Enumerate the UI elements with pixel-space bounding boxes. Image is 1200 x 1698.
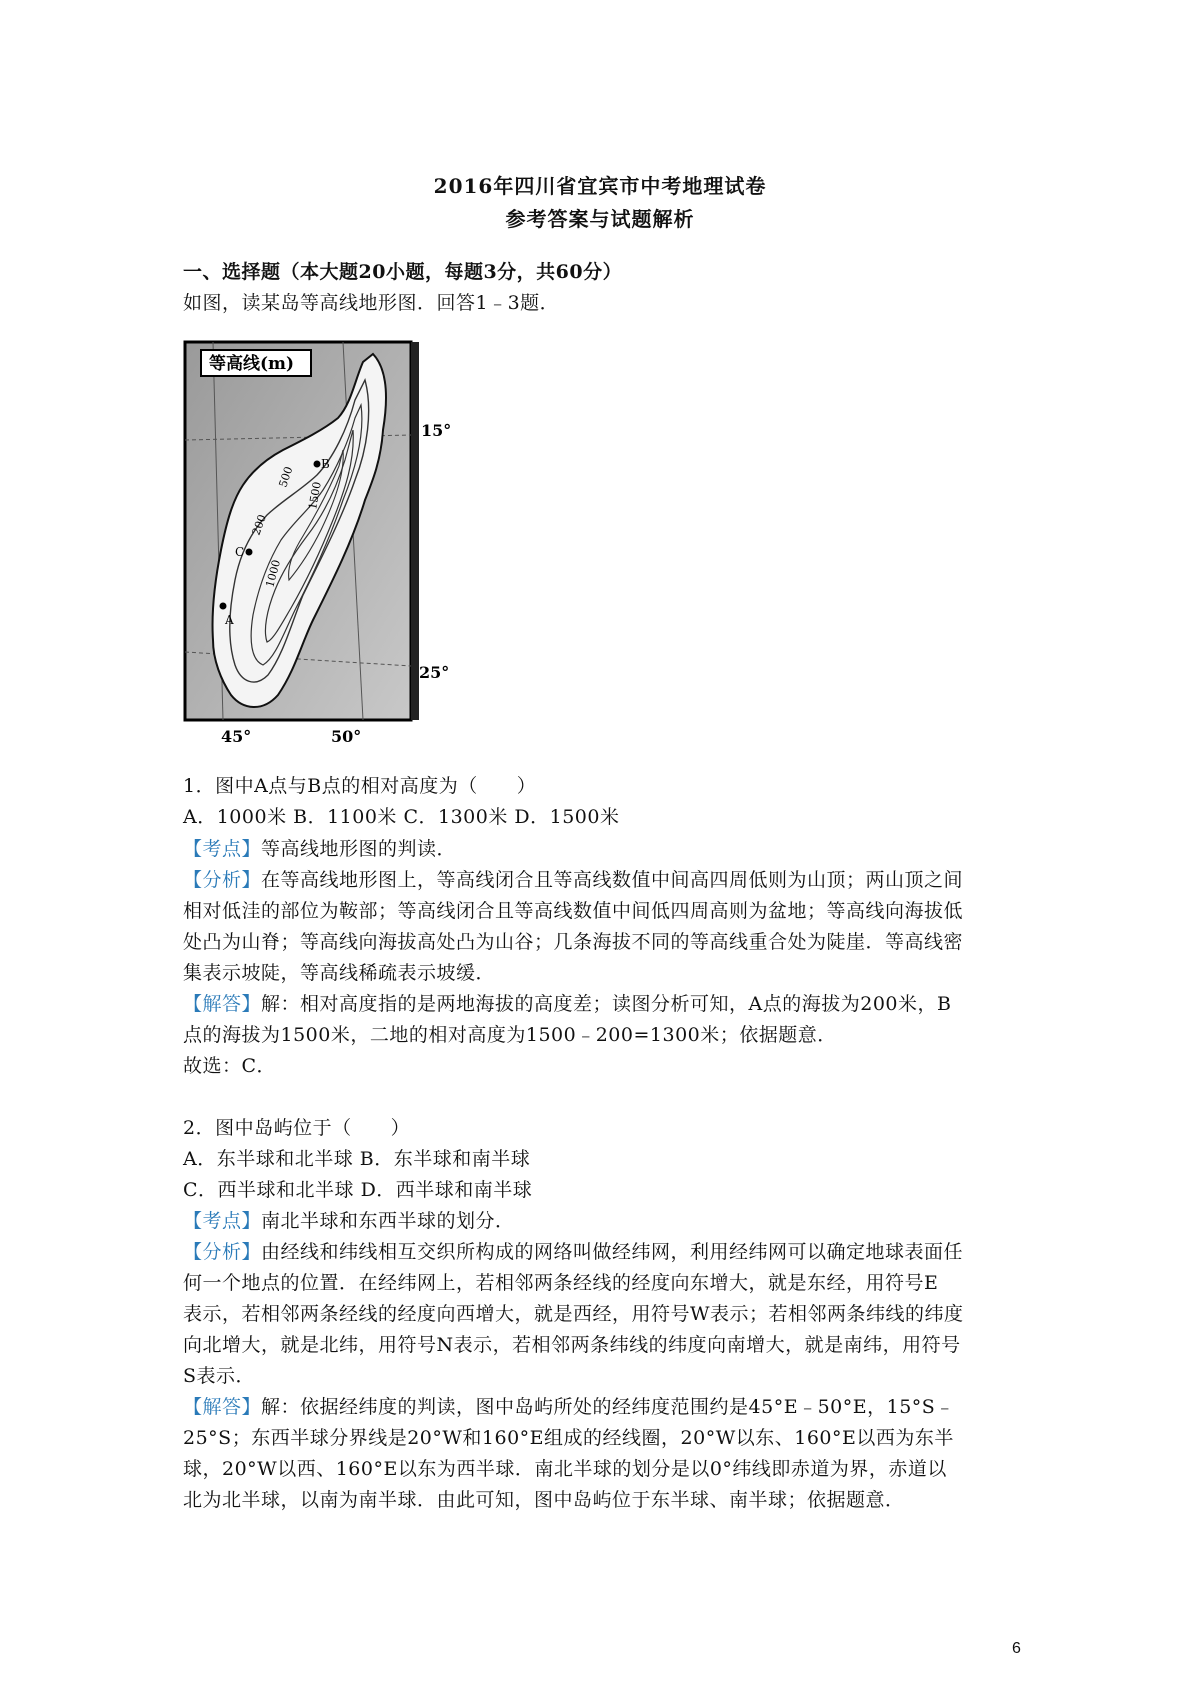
lon-label-west: 45° — [221, 727, 252, 746]
q1-fenxi-line-1 — [183, 865, 963, 892]
q1-answer: 故选：C． — [183, 1055, 277, 1077]
page-number: 6 — [1012, 1640, 1021, 1657]
section-heading: 一、选择题（本大题20小题，每题3分，共60分） — [183, 261, 623, 283]
q1-kaodian — [183, 834, 456, 861]
q2-options-2: C．西半球和北半球 D．西半球和南半球 — [183, 1179, 533, 1201]
q2-fenxi-line-5: S表示． — [183, 1365, 256, 1387]
point-b-marker — [314, 461, 321, 468]
q2-fenxi-line-1 — [183, 1237, 963, 1264]
q2-jieda-line-3: 球，20°W以西、160°E以东为西半球．南北半球的划分是以0°纬线即赤道为界，赤道以 — [183, 1458, 947, 1480]
q1-kaodian-tag: 【考点】 — [183, 838, 262, 860]
contour-label-500: 500 — [276, 464, 296, 489]
lat-label-north: 15° — [421, 421, 451, 440]
q2-fenxi-line-2: 何一个地点的位置．在经纬网上，若相邻两条经线的经度向东增大，就是东经，用符号E — [183, 1272, 939, 1294]
q1-jieda-line-2: 点的海拔为1500米，二地的相对高度为1500﹣200=1300米；依据题意． — [183, 1024, 837, 1046]
q1-options: A．1000米 B．1100米 C．1300米 D．1500米 — [183, 806, 620, 828]
q2-fenxi-tag: 【分析】 — [183, 1241, 262, 1263]
q2-kaodian-tag: 【考点】 — [183, 1210, 262, 1232]
map-right-border — [411, 342, 419, 720]
q1-fenxi-line-3: 处凸为山脊；等高线向海拔高处凸为山谷；几条海拔不同的等高线重合处为陡崖．等高线密 — [183, 931, 964, 953]
q1-jieda-line-1 — [183, 989, 951, 1016]
q2-kaodian-text: 南北半球和东西半球的划分． — [261, 1210, 515, 1232]
q1-kaodian-text: 等高线地形图的判读． — [261, 838, 457, 860]
section-intro: 如图，读某岛等高线地形图．回答1﹣3题． — [183, 292, 560, 314]
q1-jieda-text: 解：相对高度指的是两地海拔的高度差；读图分析可知，A点的海拔为200米，B — [261, 993, 952, 1015]
contour-label-1000: 1000 — [263, 558, 284, 589]
point-c-label: C — [235, 545, 245, 559]
q1-jieda-tag: 【解答】 — [183, 993, 262, 1015]
point-b-label: B — [321, 457, 330, 471]
q2-fenxi-line-4: 向北增大，就是北纬，用符号N表示，若相邻两条纬线的纬度向南增大，就是南纬，用符号 — [183, 1334, 961, 1356]
exam-subtitle: 参考答案与试题解析 — [505, 207, 695, 231]
q1-fenxi-line-4: 集表示坡陡，等高线稀疏表示坡缓． — [183, 962, 496, 984]
contour-label-200: 200 — [249, 512, 270, 538]
map-legend: 等高线(m) — [209, 354, 295, 374]
q1-fenxi-line-2: 相对低洼的部位为鞍部；等高线闭合且等高线数值中间低四周高则为盆地；等高线向海拔低 — [183, 900, 964, 922]
q2-jieda-tag: 【解答】 — [183, 1396, 262, 1418]
point-c-marker — [246, 549, 253, 556]
point-a-marker — [220, 603, 227, 610]
q2-fenxi-line-3: 表示，若相邻两条经线的经度向西增大，就是西经，用符号W表示；若相邻两条纬线的纬度 — [183, 1303, 964, 1325]
q2-options-1: A．东半球和北半球 B．东半球和南半球 — [183, 1148, 531, 1170]
q2-jieda-line-2: 25°S；东西半球分界线是20°W和160°E组成的经线圈，20°W以东、160°E以西为东半 — [183, 1427, 954, 1449]
q2-jieda-text: 解：依据经纬度的判读，图中岛屿所处的经纬度范围约是45°E﹣50°E，15°S﹣ — [261, 1396, 955, 1418]
exam-title: 2016年四川省宜宾市中考地理试卷 — [433, 174, 767, 198]
lon-label-east: 50° — [331, 727, 362, 746]
q2-jieda-line-1 — [183, 1392, 955, 1419]
q1-fenxi-tag: 【分析】 — [183, 869, 262, 891]
contour-map-figure — [183, 340, 451, 758]
q2-stem: 2．图中岛屿位于（ ） — [183, 1117, 411, 1139]
lat-label-south: 25° — [419, 663, 450, 682]
point-a-label: A — [225, 613, 234, 627]
q2-jieda-line-4: 北为北半球，以南为南半球．由此可知，图中岛屿位于东半球、南半球；依据题意． — [183, 1489, 905, 1511]
q1-fenxi-text: 在等高线地形图上，等高线闭合且等高线数值中间高四周低则为山顶；两山顶之间 — [261, 869, 964, 891]
q1-stem: 1．图中A点与B点的相对高度为（ ） — [183, 775, 537, 797]
q2-fenxi-text: 由经线和纬线相互交织所构成的网络叫做经纬网，利用经纬网可以确定地球表面任 — [261, 1241, 964, 1263]
contour-label-1500: 1500 — [306, 480, 324, 511]
q2-kaodian — [183, 1206, 515, 1233]
